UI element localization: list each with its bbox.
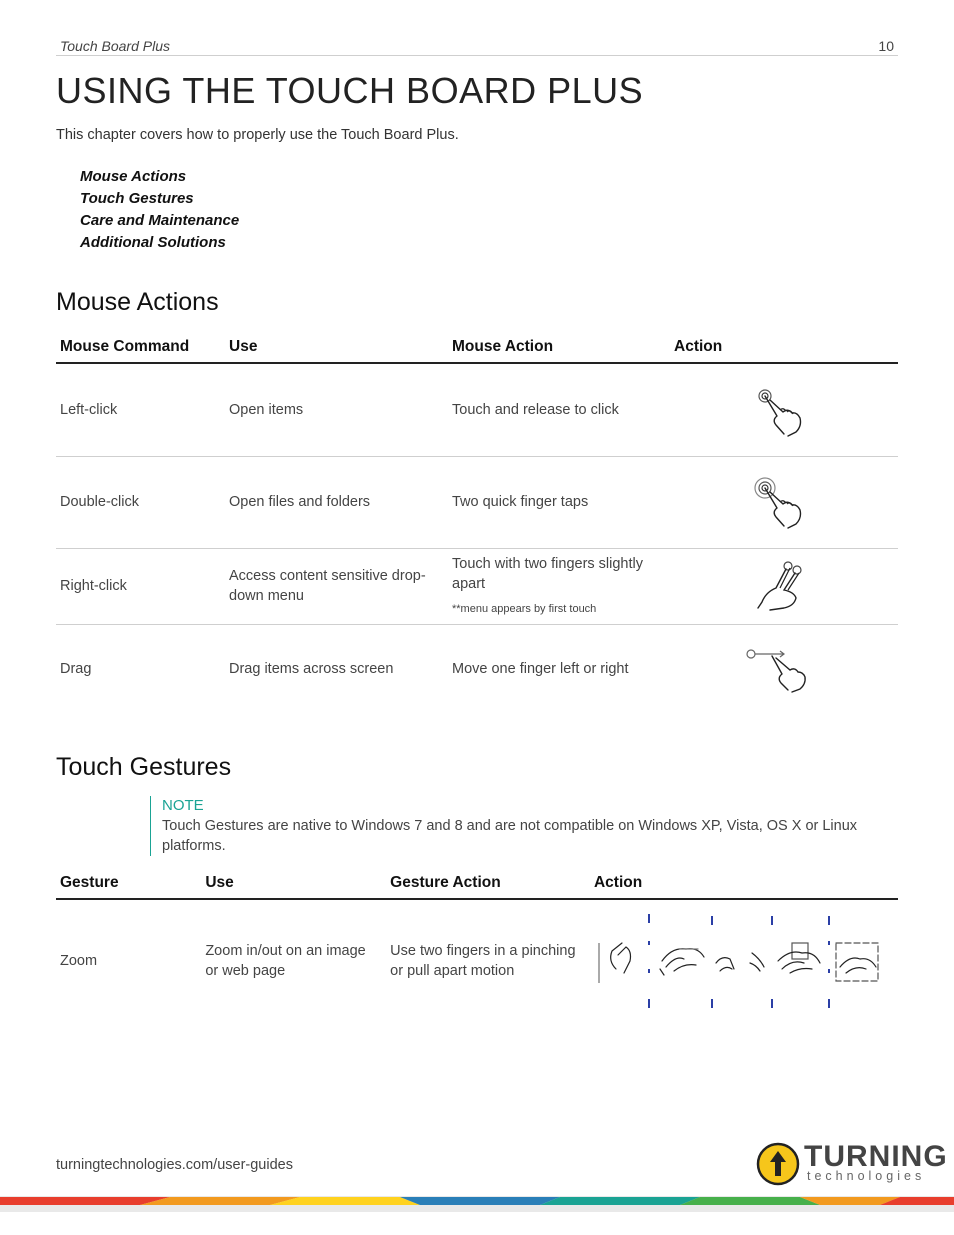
mouse-command-cell: Double-click [56,456,225,548]
two-finger-hand-icon [750,558,810,614]
toc-link-mouse-actions[interactable]: Mouse Actions [80,168,187,185]
header-divider [56,55,898,56]
use-cell: Drag items across screen [229,661,394,678]
section-title-mouse-actions: Mouse Actions [56,288,219,316]
page-number: 10 [878,38,894,54]
footer-url-link[interactable]: turningtechnologies.com/user-guides [56,1157,293,1173]
column-header: Action [670,336,898,363]
column-header: Use [201,872,386,899]
mouse-action-cell: Touch and release to click [448,363,670,456]
table-row [56,624,898,714]
double-tap-hand-icon [750,474,810,530]
table-row [56,456,898,548]
column-header: Use [225,336,448,363]
mouse-command-cell: Drag [60,661,92,678]
drag-hand-icon [744,644,814,694]
mouse-actions-table [56,336,898,714]
table-row [56,899,898,1021]
column-header: Action [590,872,898,899]
toc-link-touch-gestures[interactable]: Touch Gestures [80,190,194,207]
touch-gestures-table [56,872,898,1021]
running-title: Touch Board Plus [60,38,170,54]
mouse-action-cell: Move one finger left or right [452,661,629,678]
section-title-touch-gestures: Touch Gestures [56,753,232,781]
footer-color-stripe [0,1196,954,1212]
mouse-command-cell: Right-click [56,548,225,624]
single-tap-hand-icon [750,382,810,438]
row-footnote: **menu appears by first touch [452,602,597,615]
toc-link-care-and-maintenance[interactable]: Care and Maintenance [80,212,240,229]
pinch-zoom-sequence-icon [594,911,894,1011]
mouse-action-cell: Two quick finger taps [448,456,670,548]
use-cell: Open items [225,363,448,456]
table-row [56,363,898,456]
note-text: Touch Gestures are native to Windows 7 and 8 and are not compatible on Windows XP, Vista, OS X or Linux platforms. [162,818,858,854]
chapter-intro: This chapter covers how to properly use the Touch Board Plus. [56,127,459,143]
logo-wordmark: TURNING [804,1140,948,1173]
column-header: Gesture [56,872,201,899]
turning-technologies-logo [756,1140,948,1186]
note-label: NOTE [162,797,204,814]
use-cell: Zoom in/out on an image or web page [205,942,366,979]
mouse-action-cell: Touch with two fingers slightly apart [452,555,643,592]
column-header: Mouse Action [448,336,670,363]
gesture-cell: Zoom [60,952,98,969]
gesture-action-cell: Use two fingers in a pinching or pull apart motion [390,942,576,979]
toc-link-additional-solutions[interactable]: Additional Solutions [80,234,226,251]
column-header: Mouse Command [56,336,225,363]
mouse-command-cell: Left-click [56,363,225,456]
use-cell: Access content sensitive drop-down menu [225,548,448,624]
logo-subtitle: technologies [807,1169,926,1183]
note-callout [150,796,862,856]
column-header: Gesture Action [386,872,590,899]
table-row [56,548,898,624]
use-cell: Open files and folders [225,456,448,548]
chapter-toc [80,166,239,254]
logo-emblem-icon [756,1142,800,1186]
chapter-title: USING THE TOUCH BOARD PLUS [56,70,644,111]
